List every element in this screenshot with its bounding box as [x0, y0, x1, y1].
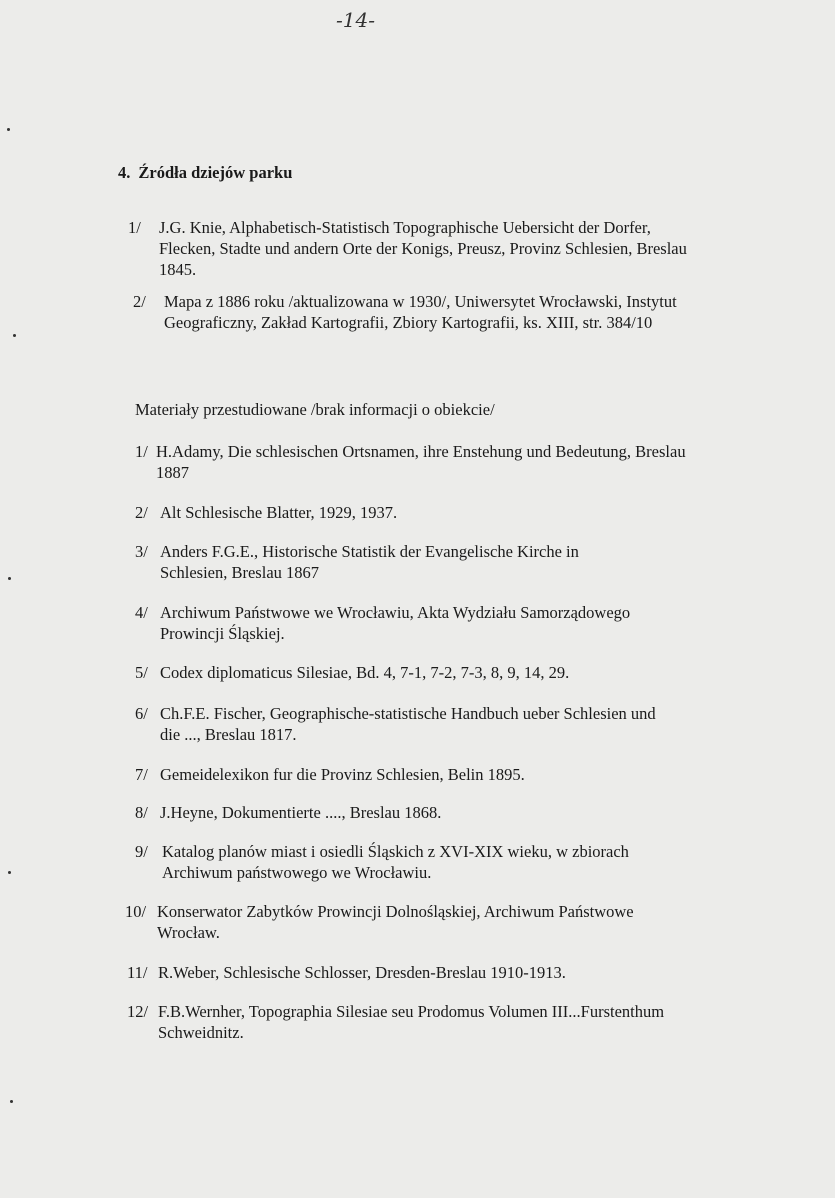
- entry-text: H.Adamy, Die schlesischen Ortsnamen, ihre Enstehung und Bedeutung, Breslau 1887: [156, 442, 686, 482]
- entry-number: 3/: [135, 542, 148, 561]
- material-entry: [135, 441, 710, 483]
- entry-text: Alt Schlesische Blatter, 1929, 1937.: [160, 503, 398, 522]
- entry-text: Mapa z 1886 roku /aktualizowana w 1930/, Uniwersytet Wrocławski, Instytut Geograficzny, Zakład Kartografii, Zbiory Kartografii, ks. XIII, str. 384/10: [164, 292, 677, 332]
- scan-speck: [10, 1100, 13, 1103]
- section-number: 4.: [118, 163, 131, 182]
- entry-number: 11/: [127, 963, 148, 982]
- entry-text: F.B.Wernher, Topographia Silesiae seu Prodomus Volumen III...Furstenthum Schweidnitz.: [158, 1002, 665, 1042]
- material-entry: [135, 662, 695, 683]
- scan-speck: [8, 577, 11, 580]
- material-entry: [135, 764, 695, 785]
- entry-number: 7/: [135, 765, 148, 784]
- entry-text: J.Heyne, Dokumentierte ...., Breslau 1868.: [160, 803, 442, 822]
- entry-number: 1/: [128, 218, 141, 237]
- entry-number: 9/: [135, 842, 148, 861]
- material-entry: [127, 962, 687, 983]
- entry-text: Anders F.G.E., Historische Statistik der Evangelische Kirche in Schlesien, Breslau 1867: [160, 542, 579, 582]
- entry-number: 1/: [135, 442, 148, 461]
- entry-number: 4/: [135, 603, 148, 622]
- entry-text: Codex diplomaticus Silesiae, Bd. 4, 7-1, 7-2, 7-3, 8, 9, 14, 29.: [160, 663, 570, 682]
- material-entry: [135, 802, 695, 823]
- entry-text: Katalog planów miast i osiedli Śląskich z XVI-XIX wieku, w zbiorach Archiwum państwowego we Wrocławiu.: [162, 842, 629, 882]
- material-entry: [135, 602, 675, 644]
- entry-text: Archiwum Państwowe we Wrocławiu, Akta Wydziału Samorządowego Prowincji Śląskiej.: [160, 603, 631, 643]
- entry-number: 8/: [135, 803, 148, 822]
- entry-text: J.G. Knie, Alphabetisch-Statistisch Topographische Uebersicht der Dorfer, Flecken, Stadte und andern Orte der Konigs, Preusz, Provinz Schlesien, Breslau 1845.: [159, 218, 687, 279]
- entry-number: 12/: [127, 1002, 149, 1021]
- entry-number: 6/: [135, 704, 148, 723]
- material-entry: [127, 1001, 712, 1043]
- entry-text: Gemeidelexikon fur die Provinz Schlesien, Belin 1895.: [160, 765, 525, 784]
- scan-speck: [13, 334, 16, 337]
- material-entry: [135, 841, 665, 883]
- entry-number: 5/: [135, 663, 148, 682]
- material-entry: [135, 502, 695, 523]
- scan-speck: [7, 128, 10, 131]
- material-entry: [135, 703, 665, 745]
- materials-heading: Materiały przestudiowane /brak informacji o obiekcie/: [135, 400, 495, 419]
- source-entry: [133, 291, 678, 333]
- material-entry: [135, 541, 595, 583]
- section-heading: [118, 163, 292, 183]
- material-entry: [125, 901, 665, 943]
- page-number: -14-: [336, 8, 375, 32]
- entry-text: Konserwator Zabytków Prowincji Dolnośląskiej, Archiwum Państwowe Wrocław.: [157, 902, 634, 942]
- scan-speck: [8, 871, 11, 874]
- source-entry: [128, 217, 698, 280]
- entry-number: 2/: [135, 503, 148, 522]
- entry-number: 2/: [133, 292, 146, 311]
- entry-text: Ch.F.E. Fischer, Geographische-statistische Handbuch ueber Schlesien und die ..., Breslau 1817.: [160, 704, 656, 744]
- entry-number: 10/: [125, 902, 147, 921]
- entry-text: R.Weber, Schlesische Schlosser, Dresden-Breslau 1910-1913.: [158, 963, 566, 982]
- section-title: Źródła dziejów parku: [138, 163, 293, 182]
